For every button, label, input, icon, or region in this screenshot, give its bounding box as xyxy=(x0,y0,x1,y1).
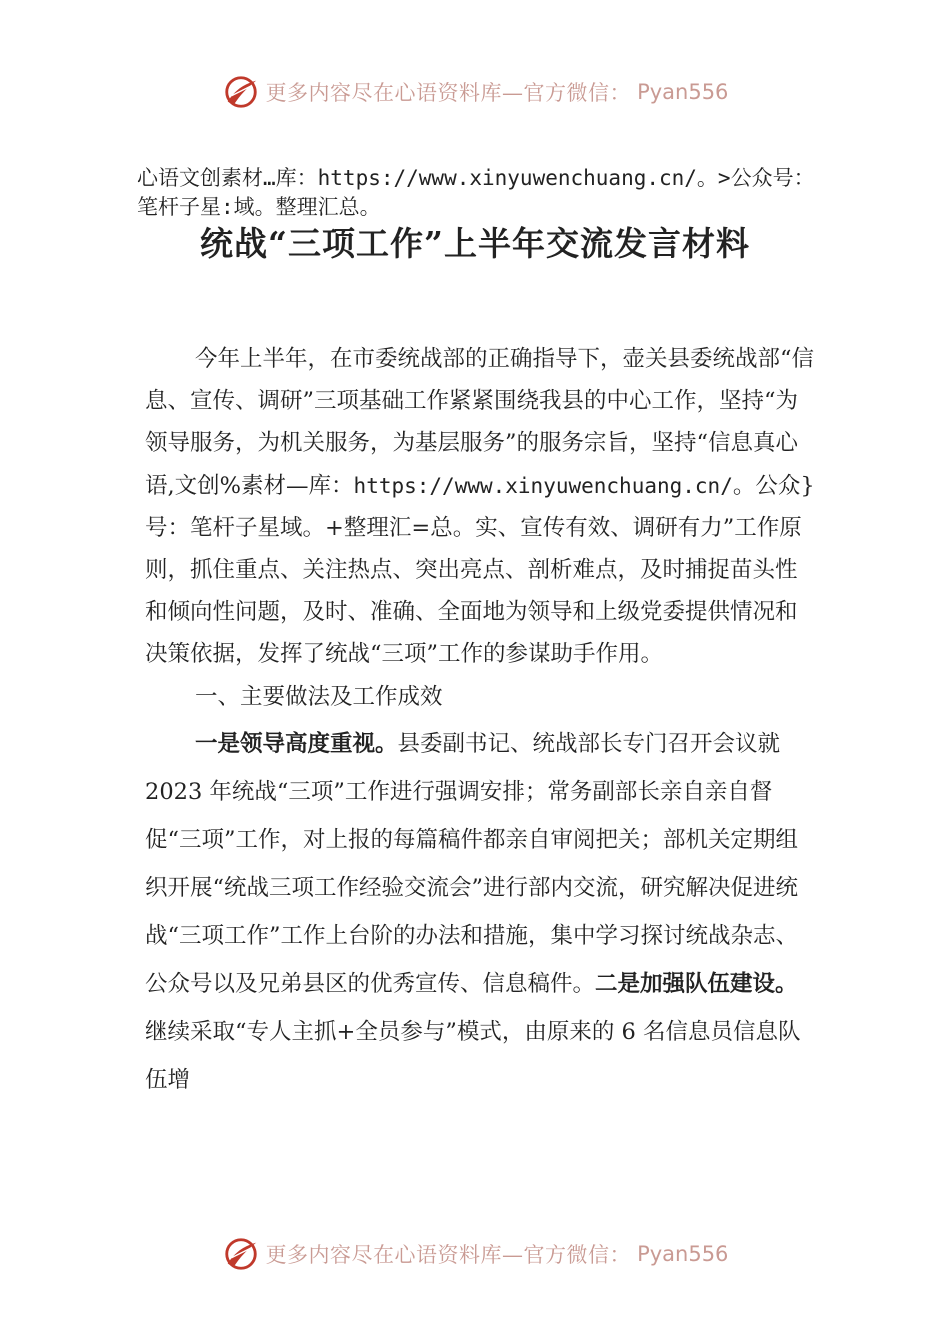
banner-text: 更多内容尽在心语资料库—官方微信： xyxy=(265,81,632,105)
paragraph-intro-url: https://www.xinyuwenchuang.cn/ xyxy=(353,473,733,498)
logo-icon xyxy=(222,73,260,111)
measure-text-2: 继续采取“专人主抓+全员参与”模式，由原来的 6 名信息员信息队伍增 xyxy=(145,1018,801,1093)
lead-phrase-2: 二是加强队伍建设。 xyxy=(595,970,798,997)
paragraph-intro-part1: 今年上半年，在市委统战部的正确指导下，壶关县委统战部“信息、宣传、调研”三项基础工作紧紧围绕我县的中心工作，坚持“为领导服务，为机关服务，为基层服务”的服务宗旨，坚持“信息真心语,文创%素材—库： xyxy=(145,346,815,499)
footer-banner-wechat-id: Pyan556 xyxy=(637,1242,729,1266)
logo-icon xyxy=(222,1235,260,1273)
banner-wechat-id: Pyan556 xyxy=(637,80,729,104)
paragraph-intro xyxy=(145,338,815,676)
measure-text-1: 县委副书记、统战部长专门召开会议就 2023 年统战“三项”工作进行强调安排；常务副部长亲自亲自督促“三项”工作，对上报的每篇稿件都亲自审阅把关；部机关定期组织开展“统战三项工作经验交流会”进行部内交流，研究解决促进统战“三项工作”工作上台阶的办法和措施，集中学习探讨统战杂志、公众号以及兄弟县区的优秀宣传、信息稿件。 xyxy=(145,730,799,997)
section-heading: 一、主要做法及工作成效 xyxy=(195,683,443,710)
document-body xyxy=(145,338,815,1104)
paragraph-intro-part2: 。公众}号：笔杆子星域。+整理汇=总。实、宣传有效、调研有力”工作原则，抓住重点、关注热点、突出亮点、剖析难点，及时捕捉苗头性和倾向性问题，及时、准确、全面地为领导和上级党委提供情况和决策依据，发挥了统战“三项”工作的参谋助手作用。 xyxy=(145,472,815,668)
source-note: 心语文创素材…库：https://www.xinyuwenchuang.cn/。>公众号：笔杆子星:域。整理汇总。 xyxy=(137,166,815,219)
footer-banner xyxy=(0,1232,950,1276)
header-banner xyxy=(0,70,950,114)
footer-banner-text: 更多内容尽在心语资料库—官方微信： xyxy=(265,1243,632,1267)
paragraph-measures xyxy=(145,720,815,1104)
lead-phrase-1: 一是领导高度重视。 xyxy=(195,730,398,757)
document-title: 统战“三项工作”上半年交流发言材料 xyxy=(200,224,750,263)
